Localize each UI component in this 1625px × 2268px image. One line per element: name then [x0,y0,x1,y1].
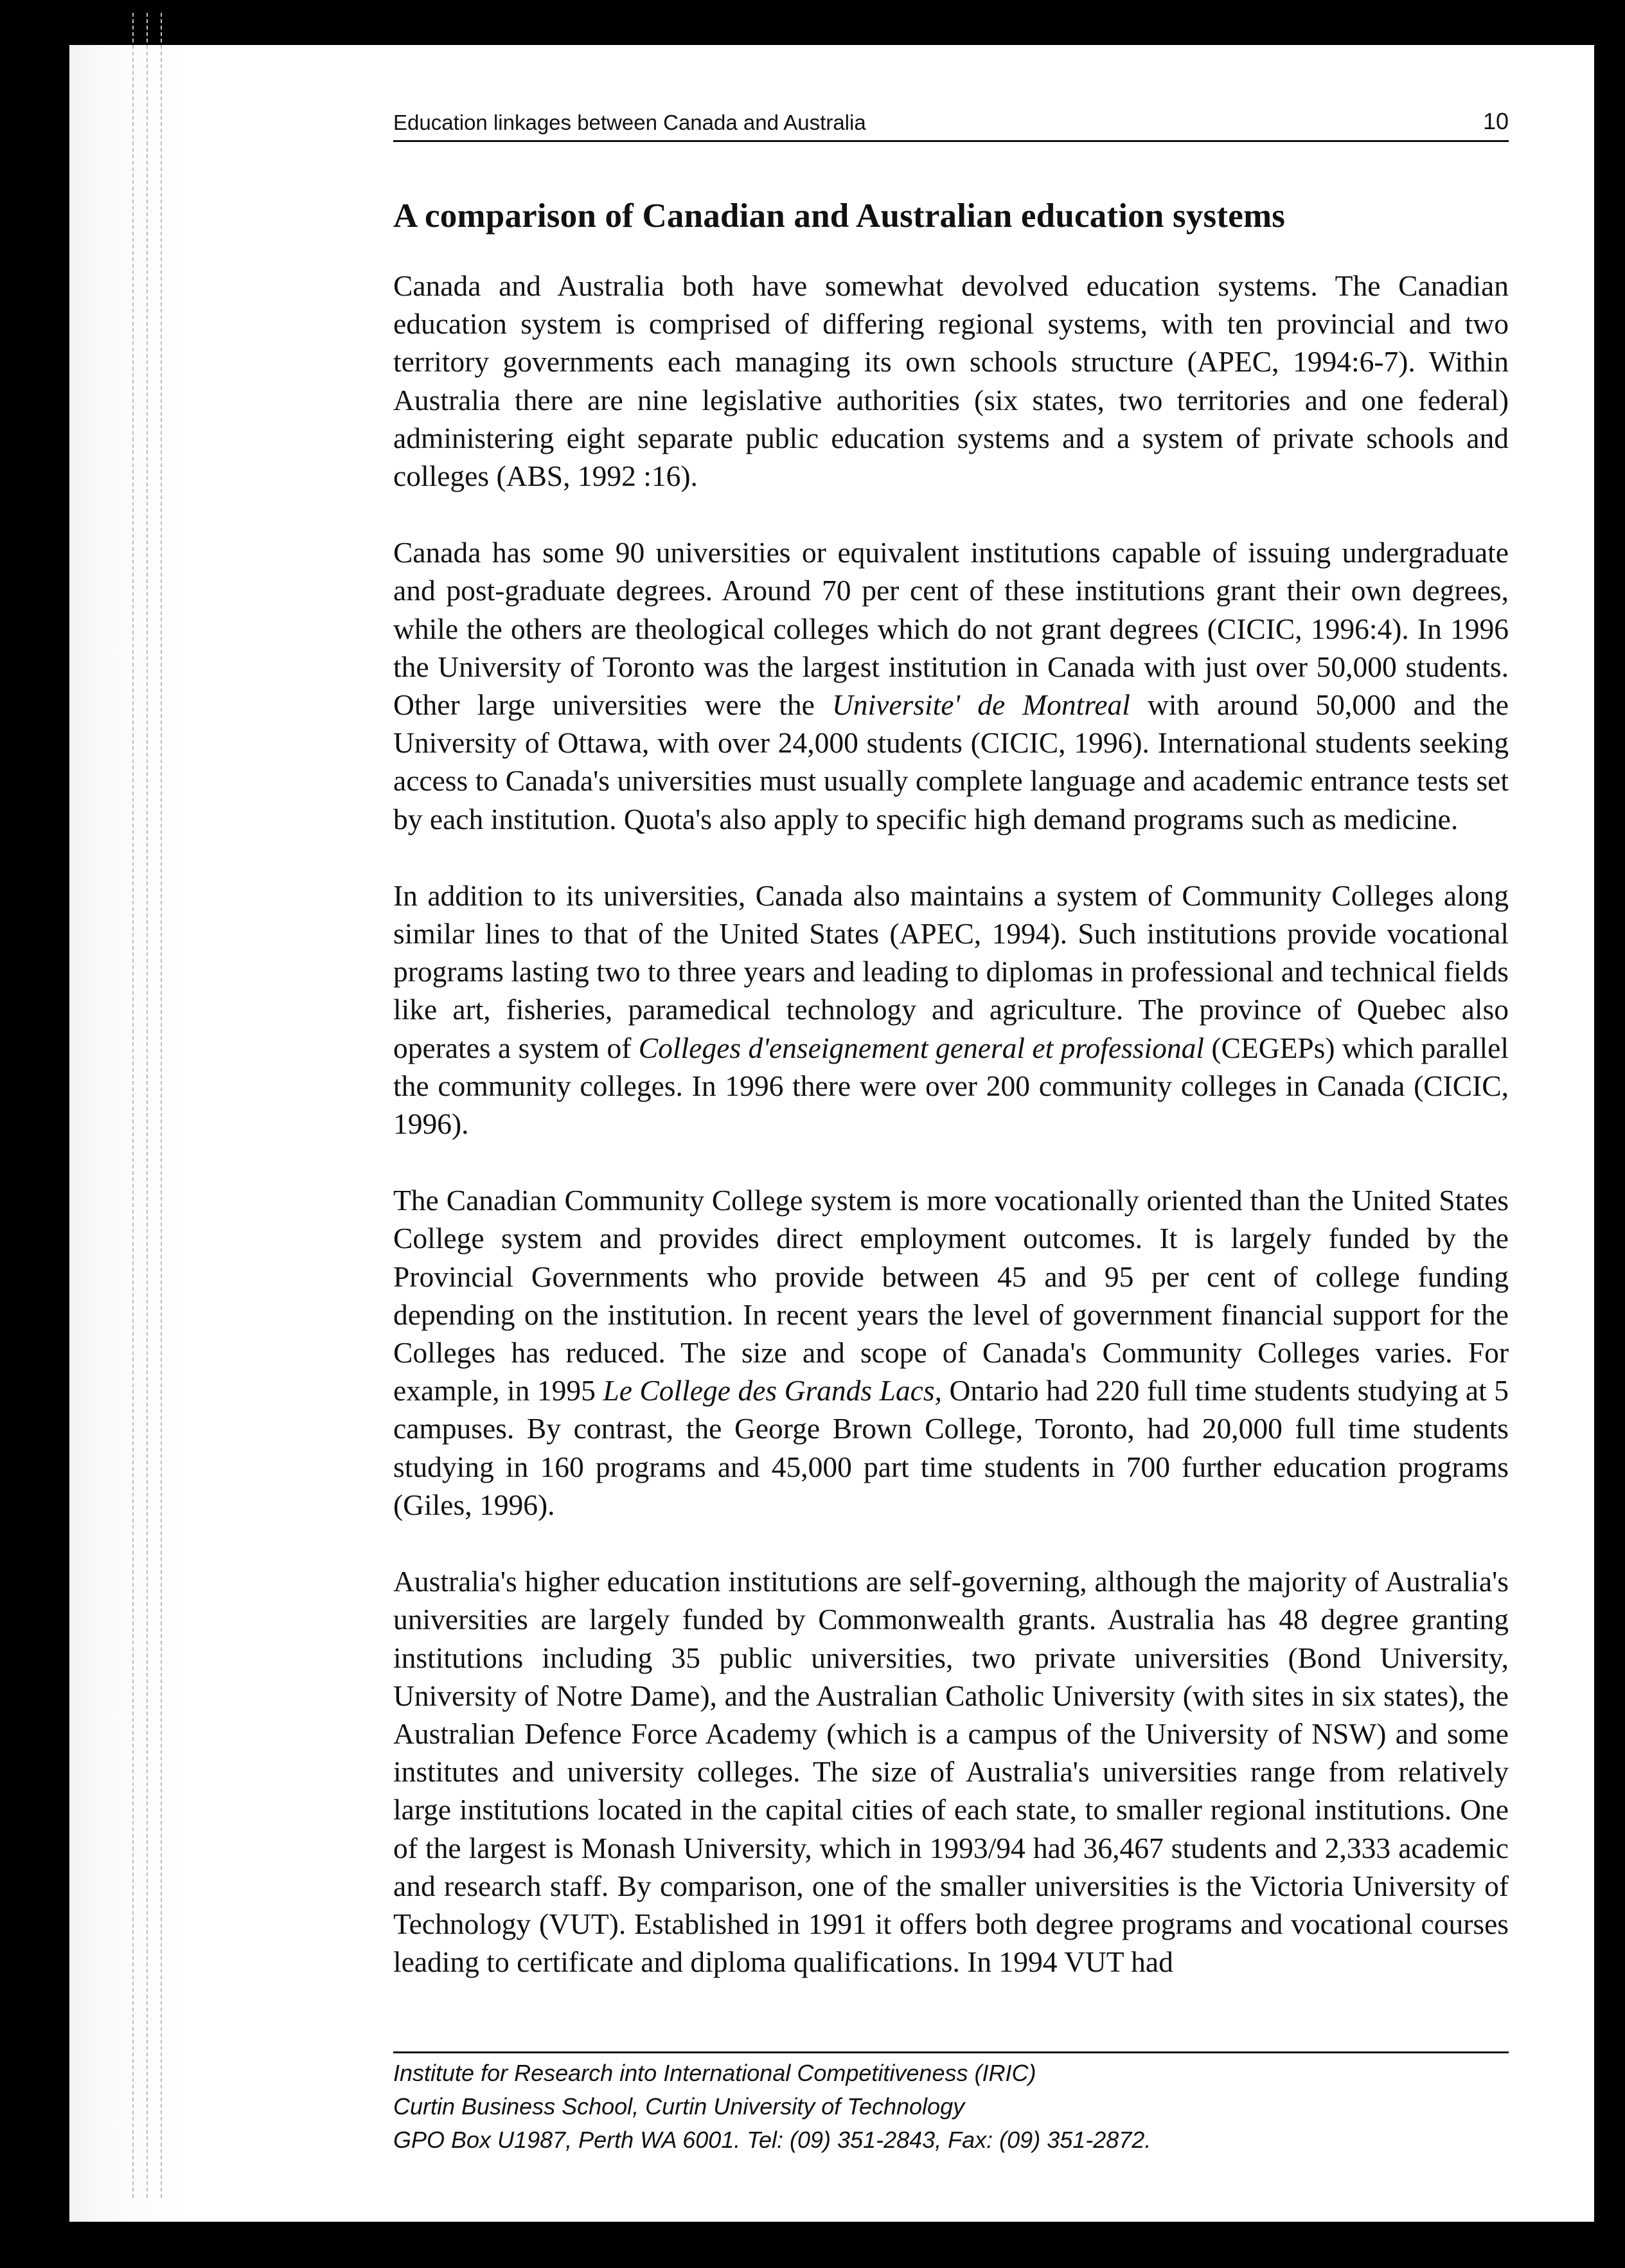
scan-border-left [0,0,69,2268]
body-text [393,267,1509,1981]
scan-border-bottom [0,2222,1625,2268]
page-number: 10 [1482,108,1509,134]
paragraph-3-text-b: (CEGEPs) which parallel the community colleges. In 1996 there were over 200 community colleges in Canada (CICIC, 1996). [393,1031,1509,1141]
paragraph-4 [393,1181,1509,1524]
paragraph-2-italic: Universite' de Montreal [831,688,1130,722]
footer-line-1: Institute for Research into International Competitiveness (IRIC) [393,2060,1036,2086]
paragraph-3-text-a: In addition to its universities, Canada also maintains a system of Community Colleges along similar lines to that of the United States (APEC, 1994). Such institutions provide vocational programs lasting two to three years and leading to diplomas in professional and technical fields like art, fisheries, paramedical technology and agriculture. The province of Quebec also operates a system of [393,879,1509,1064]
paragraph-4-text-a: The Canadian Community College system is more vocationally oriented than the United States College system and provides direct employment outcomes. It is largely funded by the Provincial Governments who provide between 45 and 95 per cent of college funding depending on the institution. In recent years the level of government financial support for the Colleges has reduced. The size and scope of Canada's Community Colleges varies. For example, in 1995 [393,1184,1509,1407]
running-header-title: Education linkages between Canada and Australia [393,111,866,134]
paragraph-3-italic: Colleges d'enseignement general et professional [638,1031,1204,1064]
paragraph-3 [393,877,1509,1143]
paragraph-4-text-b: Ontario had 220 full time students studying at 5 campuses. By contrast, the George Brown College, Toronto, had 20,000 full time students studying in 160 programs and 45,000 part time students in 700 further education programs (Giles, 1996). [393,1374,1509,1521]
paragraph-2-text-a: Canada has some 90 universities or equivalent institutions capable of issuing undergraduate and post-graduate degrees. Around 70 per cent of these institutions grant their own degrees, while the others are theological colleges which do not grant degrees (CICIC, 1996:4). In 1996 the University of Toronto was the largest institution in Canada with just over 50,000 students. Other large universities were the [393,536,1509,722]
page-footer [393,2057,1509,2157]
footer-rule [393,2051,1509,2053]
scan-border-right [1594,0,1625,2268]
running-header [393,102,1509,142]
paragraph-2 [393,533,1509,838]
scan-border-top [0,0,1625,45]
binding-marks [127,13,185,2198]
paragraph-2-text-b: with around 50,000 and the University of Ottawa, with over 24,000 students (CICIC, 1996). International students seeking access to Canada's universities must usually complete language and academic entrance tests set by each institution. Quota's also apply to specific high demand programs such as medicine. [393,688,1509,835]
paragraph-1: Canada and Australia both have somewhat devolved education systems. The Canadian education system is comprised of differing regional systems, with ten provincial and two territory governments each managing its own schools structure (APEC, 1994:6-7). Within Australia there are nine legislative authorities (six states, two territories and one federal) administering eight separate public education systems and a system of private schools and colleges (ABS, 1992 :16). [393,269,1509,493]
paragraph-5: Australia's higher education institutions are self-governing, although the majority of Australia's universities are largely funded by Commonwealth grants. Australia has 48 degree granting institutions including 35 public universities, two private universities (Bond University, University of Notre Dame), and the Australian Catholic University (with sites in six states), the Australian Defence Force Academy (which is a campus of the University of NSW) and some institutes and university colleges. The size of Australia's universities range from relatively large institutions located in the capital cities of each state, to smaller regional institutions. One of the largest is Monash University, which in 1993/94 had 36,467 students and 2,333 academic and research staff. By comparison, one of the smaller universities is the Victoria University of Technology (VUT). Established in 1991 it offers both degree programs and vocational courses leading to certificate and diploma qualifications. In 1994 VUT had [393,1565,1509,1979]
section-heading: A comparison of Canadian and Australian education systems [393,197,1286,235]
footer-line-3: GPO Box U1987, Perth WA 6001. Tel: (09) 351-2843, Fax: (09) 351-2872. [393,2127,1151,2153]
paragraph-4-italic: Le College des Grands Lacs, [603,1374,942,1407]
footer-line-2: Curtin Business School, Curtin University of Technology [393,2093,965,2120]
